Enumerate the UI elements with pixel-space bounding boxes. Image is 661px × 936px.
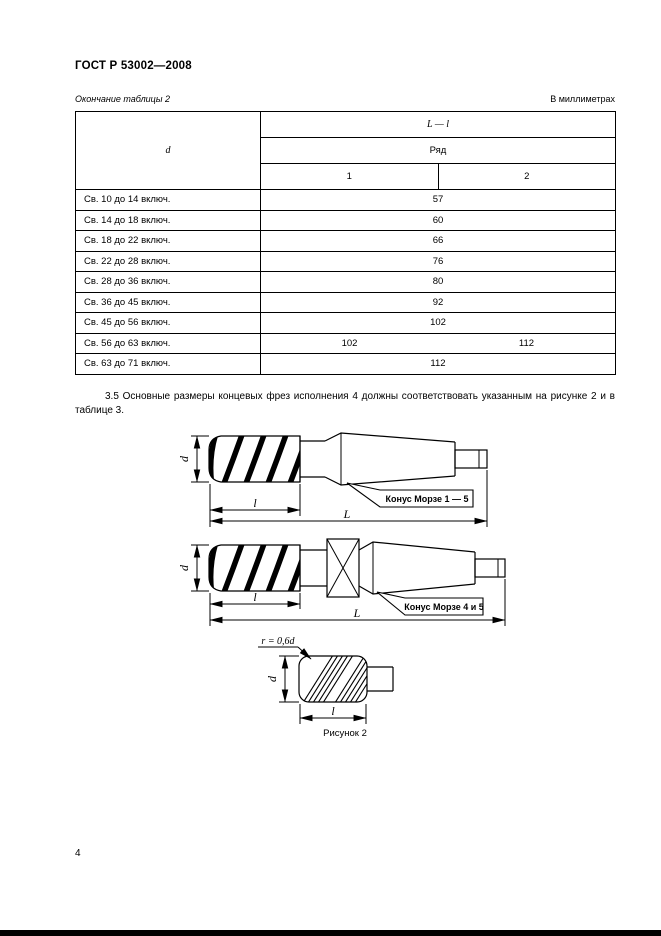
cutter-hatch-flutes [301,652,387,706]
dimension-d [177,436,209,482]
flute [289,541,309,595]
page-bottom-edge [0,930,661,936]
hatch-line [311,652,345,706]
hatch-line [301,652,335,706]
table-row [76,292,616,313]
table-row [76,272,616,293]
dim-label-L: L [343,507,351,521]
callout-morse-cone-4-5 [377,592,484,615]
cell-d-range: Св. 28 до 36 включ. [76,272,261,293]
dim-label-d: d [177,565,191,571]
cell-value: 66 [261,231,616,252]
cell-value: 102 [261,313,616,334]
cell-value: 76 [261,251,616,272]
cell-d-range: Св. 36 до 45 включ. [76,292,261,313]
flute [223,432,243,486]
cell-value-row2: 112 [438,333,616,354]
cell-d-range: Св. 18 до 22 включ. [76,231,261,252]
cell-d-range: Св. 10 до 14 включ. [76,190,261,211]
table-header-row [76,112,616,138]
dimension-l [210,590,300,626]
callout-label: Конус Морзе 1 — 5 [385,494,469,504]
table-notes-row [75,94,615,104]
flute [267,432,287,486]
cell-d-range: Св. 14 до 18 включ. [76,210,261,231]
hatch-line [306,652,340,706]
callout-label: Конус Морзе 4 и 5 [404,602,484,612]
tang [475,559,505,577]
table-row [76,231,616,252]
cutter-flutes [211,432,309,486]
cell-d-range: Св. 22 до 28 включ. [76,251,261,272]
tang [455,450,487,468]
cell-d-range: Св. 56 до 63 включ. [76,333,261,354]
units-note: В миллиметрах [550,94,615,104]
cutter-flutes [211,541,309,595]
flute [289,432,309,486]
paragraph-3-5: 3.5 Основные размеры концевых фрез исполнения 4 должны соответствовать указанным на рисунке 2 и в таблице 3. [75,391,615,416]
dim-label-d: d [265,676,279,682]
hatch-line [343,652,377,706]
dim-label-l: l [253,496,257,510]
dim-label-L: L [353,606,361,620]
table-row [76,251,616,272]
table-row [76,190,616,211]
cell-value: 92 [261,292,616,313]
radius-label: r = 0,6d [261,636,295,647]
flute [223,541,243,595]
figure-2 [75,428,615,739]
table-2 [75,111,616,375]
figure-caption: Рисунок 2 [323,728,367,739]
dim-label-d: d [177,456,191,462]
dimension-d [265,656,299,702]
callout-morse-cone-1-5 [347,483,473,507]
dim-label-l: l [331,704,335,718]
cell-value-row1: 102 [261,333,439,354]
dimension-d [177,545,209,591]
cell-d-range: Св. 63 до 71 включ. [76,354,261,375]
table-continuation-note: Окончание таблицы 2 [75,94,170,104]
drawing-1-end-mill [177,432,487,527]
page-number: 4 [75,848,81,859]
hatch-line [316,652,350,706]
flute [245,541,265,595]
table-row [76,354,616,375]
flute [245,432,265,486]
drawing-3-end-detail [258,636,393,724]
doc-number: ГОСТ Р 53002—2008 [75,60,192,72]
hatch-line [353,652,387,706]
header-cell-d: d [76,112,261,190]
header-cell-1: 1 [261,164,439,190]
table-row [76,313,616,334]
cell-value: 57 [261,190,616,211]
table-row [76,333,616,354]
taper-top [359,542,475,552]
drawing-2-end-mill-with-collar [177,539,505,626]
taper-bottom [359,584,475,594]
header-cell-ryad: Ряд [261,138,616,164]
dimension-l [300,704,366,724]
header-cell-L-minus-l: L — l [261,112,616,138]
table-row [76,210,616,231]
header-cell-2: 2 [438,164,616,190]
cell-value: 80 [261,272,616,293]
cell-value: 112 [430,358,446,370]
flute [267,541,287,595]
figure-2-drawings [75,428,615,726]
dim-label-l: l [253,590,257,604]
cell-value: 60 [261,210,616,231]
taper-top [325,433,455,442]
cell-d-range: Св. 45 до 56 включ. [76,313,261,334]
taper-bottom [325,476,455,485]
